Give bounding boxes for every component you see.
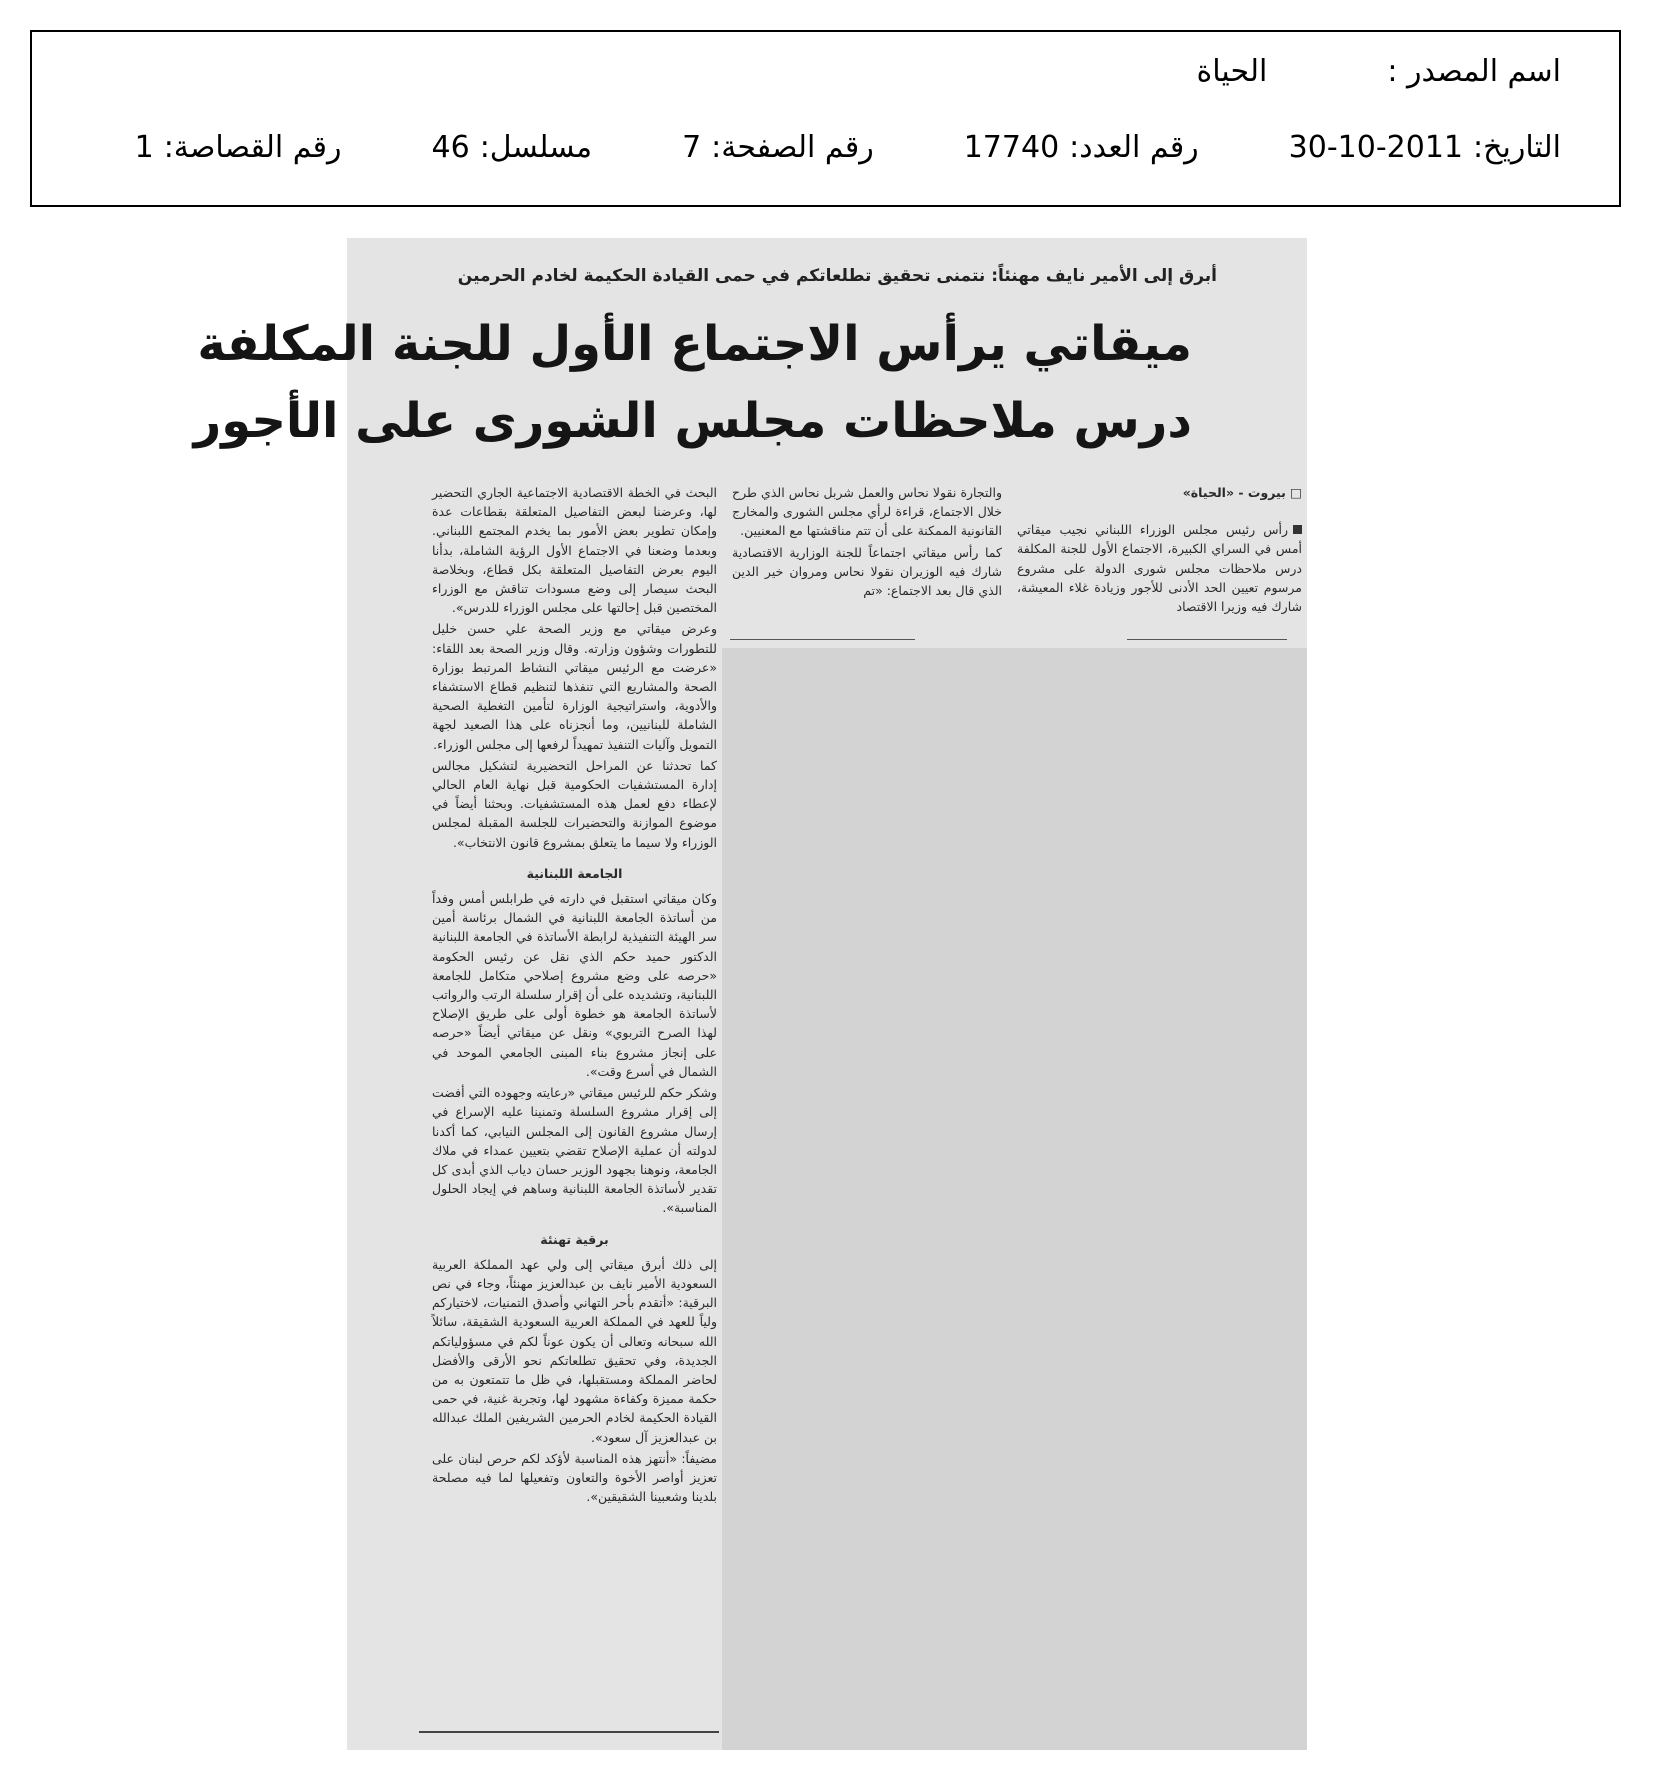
source-field [1197, 54, 1561, 89]
headline-line-1: ميقاتي يرأس الاجتماع الأول للجنة المكلفة [197, 316, 1192, 372]
paragraph: البحث في الخطة الاقتصادية الاجتماعية الجاري التحضير لها، وعرضنا لبعض التفاصيل المتعلقة بقطاعات عدة وإمكان تطوير بعض الأمور بما يخدم المجتمع اللبناني. وبعدما وضعنا في الاجتماع الأول الرؤية الشاملة، بدأنا اليوم بعرض التفاصيل المتعلقة بكل قطاع، وبخلاصة البحث سيصار إلى وضع مسودات تناقش مع الوزراء المختصين قبل إحالتها على مجلس الوزراء للدرس». [432, 485, 717, 616]
dateline-text: بيروت - «الحياة» [1182, 485, 1286, 500]
paragraph: كما تحدثنا عن المراحل التحضيرية لتشكيل مجالس إدارة المستشفيات الحكومية قبل نهاية العام الحالي لإعطاء دفع لعمل هذه المستشفيات. وبحثنا أيضاً في موضوع الموازنة والتحضيرات للجلسة المقبلة لمجلس الوزراء ولا سيما ما يتعلق بمشروع قانون الانتخاب». [432, 757, 717, 850]
paragraph: وشكر حكم للرئيس ميقاتي «رعايته وجهوده التي أفضت إلى إقرار مشروع السلسلة وتمنينا عليه الإسراع في إرسال مشروع القانون إلى المجلس النيابي، كما أكدنا لدولته أن عملية الإصلاح تقضي بتعيين عمداء في ملاك الجامعة، ونوهنا بجهود الوزير حسان دياب الذي أبدى كل تقدير لأساتذة الجامعة اللبنانية وساهم في إيجاد الحلول المناسبة». [432, 1085, 717, 1216]
issue-label: رقم العدد: [1069, 130, 1199, 165]
source-row [72, 54, 1561, 89]
page-label: رقم الصفحة: [711, 130, 874, 165]
serial-field [432, 130, 593, 165]
paragraph-text: رأس رئيس مجلس الوزراء اللبناني نجيب ميقاتي أمس في السراي الكبيرة، الاجتماع الأول للجنة المكلفة درس ملاحظات مجلس شورى الدولة على مشروع مرسوم تعيين الحد الأدنى للأجور وزيادة غلاء المعيشة، شارك فيه وزيرا الاقتصاد [1017, 522, 1302, 615]
article-column-right [1017, 483, 1302, 618]
source-label: اسم المصدر : [1387, 54, 1561, 89]
paragraph: وكان ميقاتي استقبل في دارته في طرابلس أمس وفداً من أساتذة الجامعة اللبنانية في الشمال برئاسة أمين سر الهيئة التنفيذية لرابطة الأساتذة في الجامعة اللبنانية الدكتور حميد حكم الذي نقل عن رئيس الحكومة «حرصه على وضع مشروع إصلاحي متكامل للجامعة اللبنانية، وتشديده على أن إقرار سلسلة الرتب والرواتب لأساتذة الجامعة هو خطوة أولى على طريق الإصلاح لهذا الصرح التربوي» ونقل عن ميقاتي أيضاً «حرصه على إنجاز مشروع بناء المبنى الجامعي الموحد في الشمال في أسرع وقت». [432, 891, 717, 1079]
paragraph: وعرض ميقاتي مع وزير الصحة علي حسن خليل للتطورات وشؤون وزارته. وقال وزير الصحة بعد اللقاء: «عرضت مع الرئيس ميقاتي النشاط المرتبط بوزارة الصحة والمشاريع التي تنفذها لتنظيم قطاع الاستشفاء والأدوية، واستراتيجية الوزارة لتأمين التغطية الصحية الشاملة للبنانيين، وما أنجزناه على هذا الصعيد لجهة التمويل وآليات التنفيذ تمهيداً لرفعها إلى مجلس الوزراء. [432, 621, 717, 752]
article-end-rule [419, 1731, 719, 1733]
clip-field [135, 130, 342, 165]
article-column-middle [732, 483, 1002, 602]
article-column-left [432, 483, 717, 1508]
headline-line-2: درس ملاحظات مجلس الشورى على الأجور [193, 393, 1192, 449]
newspaper-clipping [193, 238, 1307, 1750]
issue-value: 17740 [963, 130, 1060, 165]
serial-value: 46 [431, 130, 470, 165]
dateline: □ بيروت - «الحياة» [1182, 485, 1302, 500]
serial-label: مسلسل: [479, 130, 593, 165]
paragraph: مضيفاً: «أنتهز هذه المناسبة لأؤكد لكم حرص لبنان على تعزيز أواصر الأخوة والتعاون وتفعيلها لما فيه مصلحة بلدينا وشعبينا الشقيقين». [432, 1450, 717, 1505]
article-kicker: أبرق إلى الأمير نايف مهنئاً: نتمنى تحقيق تطلعاتكم في حمى القيادة الحكيمة لخادم الحرمين [457, 266, 1217, 286]
source-info-box [30, 30, 1621, 207]
date-value: 30-10-2011 [1288, 130, 1464, 165]
column-end-rule [1127, 639, 1287, 640]
clip-value: 1 [134, 130, 154, 165]
paragraph: كما رأس ميقاتي اجتماعاً للجنة الوزارية الاقتصادية شارك فيه الوزيران نقولا نحاس ومروان خير الدين الذي قال بعد الاجتماع: «تم [732, 544, 1002, 599]
paragraph [1017, 520, 1302, 616]
source-value: الحياة [1196, 54, 1268, 89]
date-field [1289, 130, 1561, 165]
issue-field [964, 130, 1199, 165]
paragraph: إلى ذلك أبرق ميقاتي إلى ولي عهد المملكة العربية السعودية الأمير نايف بن عبدالعزيز مهنئاً، وجاء في نص البرقية: «أتقدم بأحر التهاني وأصدق التمنيات، لاختياركم ولياً للعهد في المملكة العربية السعودية الشقيقة، سائلاً الله سبحانه وتعالى أن يكون عوناً لكم في مسؤولياتكم الجديدة، وفي تحقيق تطلعاتكم نحو الأرقى والأفضل لحاضر المملكة ومستقبلها، في ظل ما تتمتعون به من حكمة مميزة وكفاءة مشهود لها، وتجربة غنية، في حمى القيادة الحكيمة لخادم الحرمين الشريفين الملك عبدالله بن عبدالعزيز آل سعود». [432, 1256, 717, 1445]
page-field [682, 130, 874, 165]
lead-square-icon [1293, 525, 1302, 534]
metadata-row [72, 130, 1561, 165]
subhead-lebanese-university: الجامعة اللبنانية [526, 865, 623, 881]
subhead-congratulation-cable: برقية تهنئة [540, 1231, 609, 1247]
paragraph: والتجارة نقولا نحاس والعمل شربل نحاس الذي طرح خلال الاجتماع، قراءة لرأي مجلس الشورى والمخارج القانونية الممكنة على أن تتم مناقشتها مع المعنيين. [732, 485, 1002, 539]
column-end-rule [730, 639, 915, 640]
clip-label: رقم القصاصة: [163, 130, 342, 165]
page-value: 7 [682, 130, 702, 165]
date-label: التاريخ: [1473, 130, 1561, 165]
